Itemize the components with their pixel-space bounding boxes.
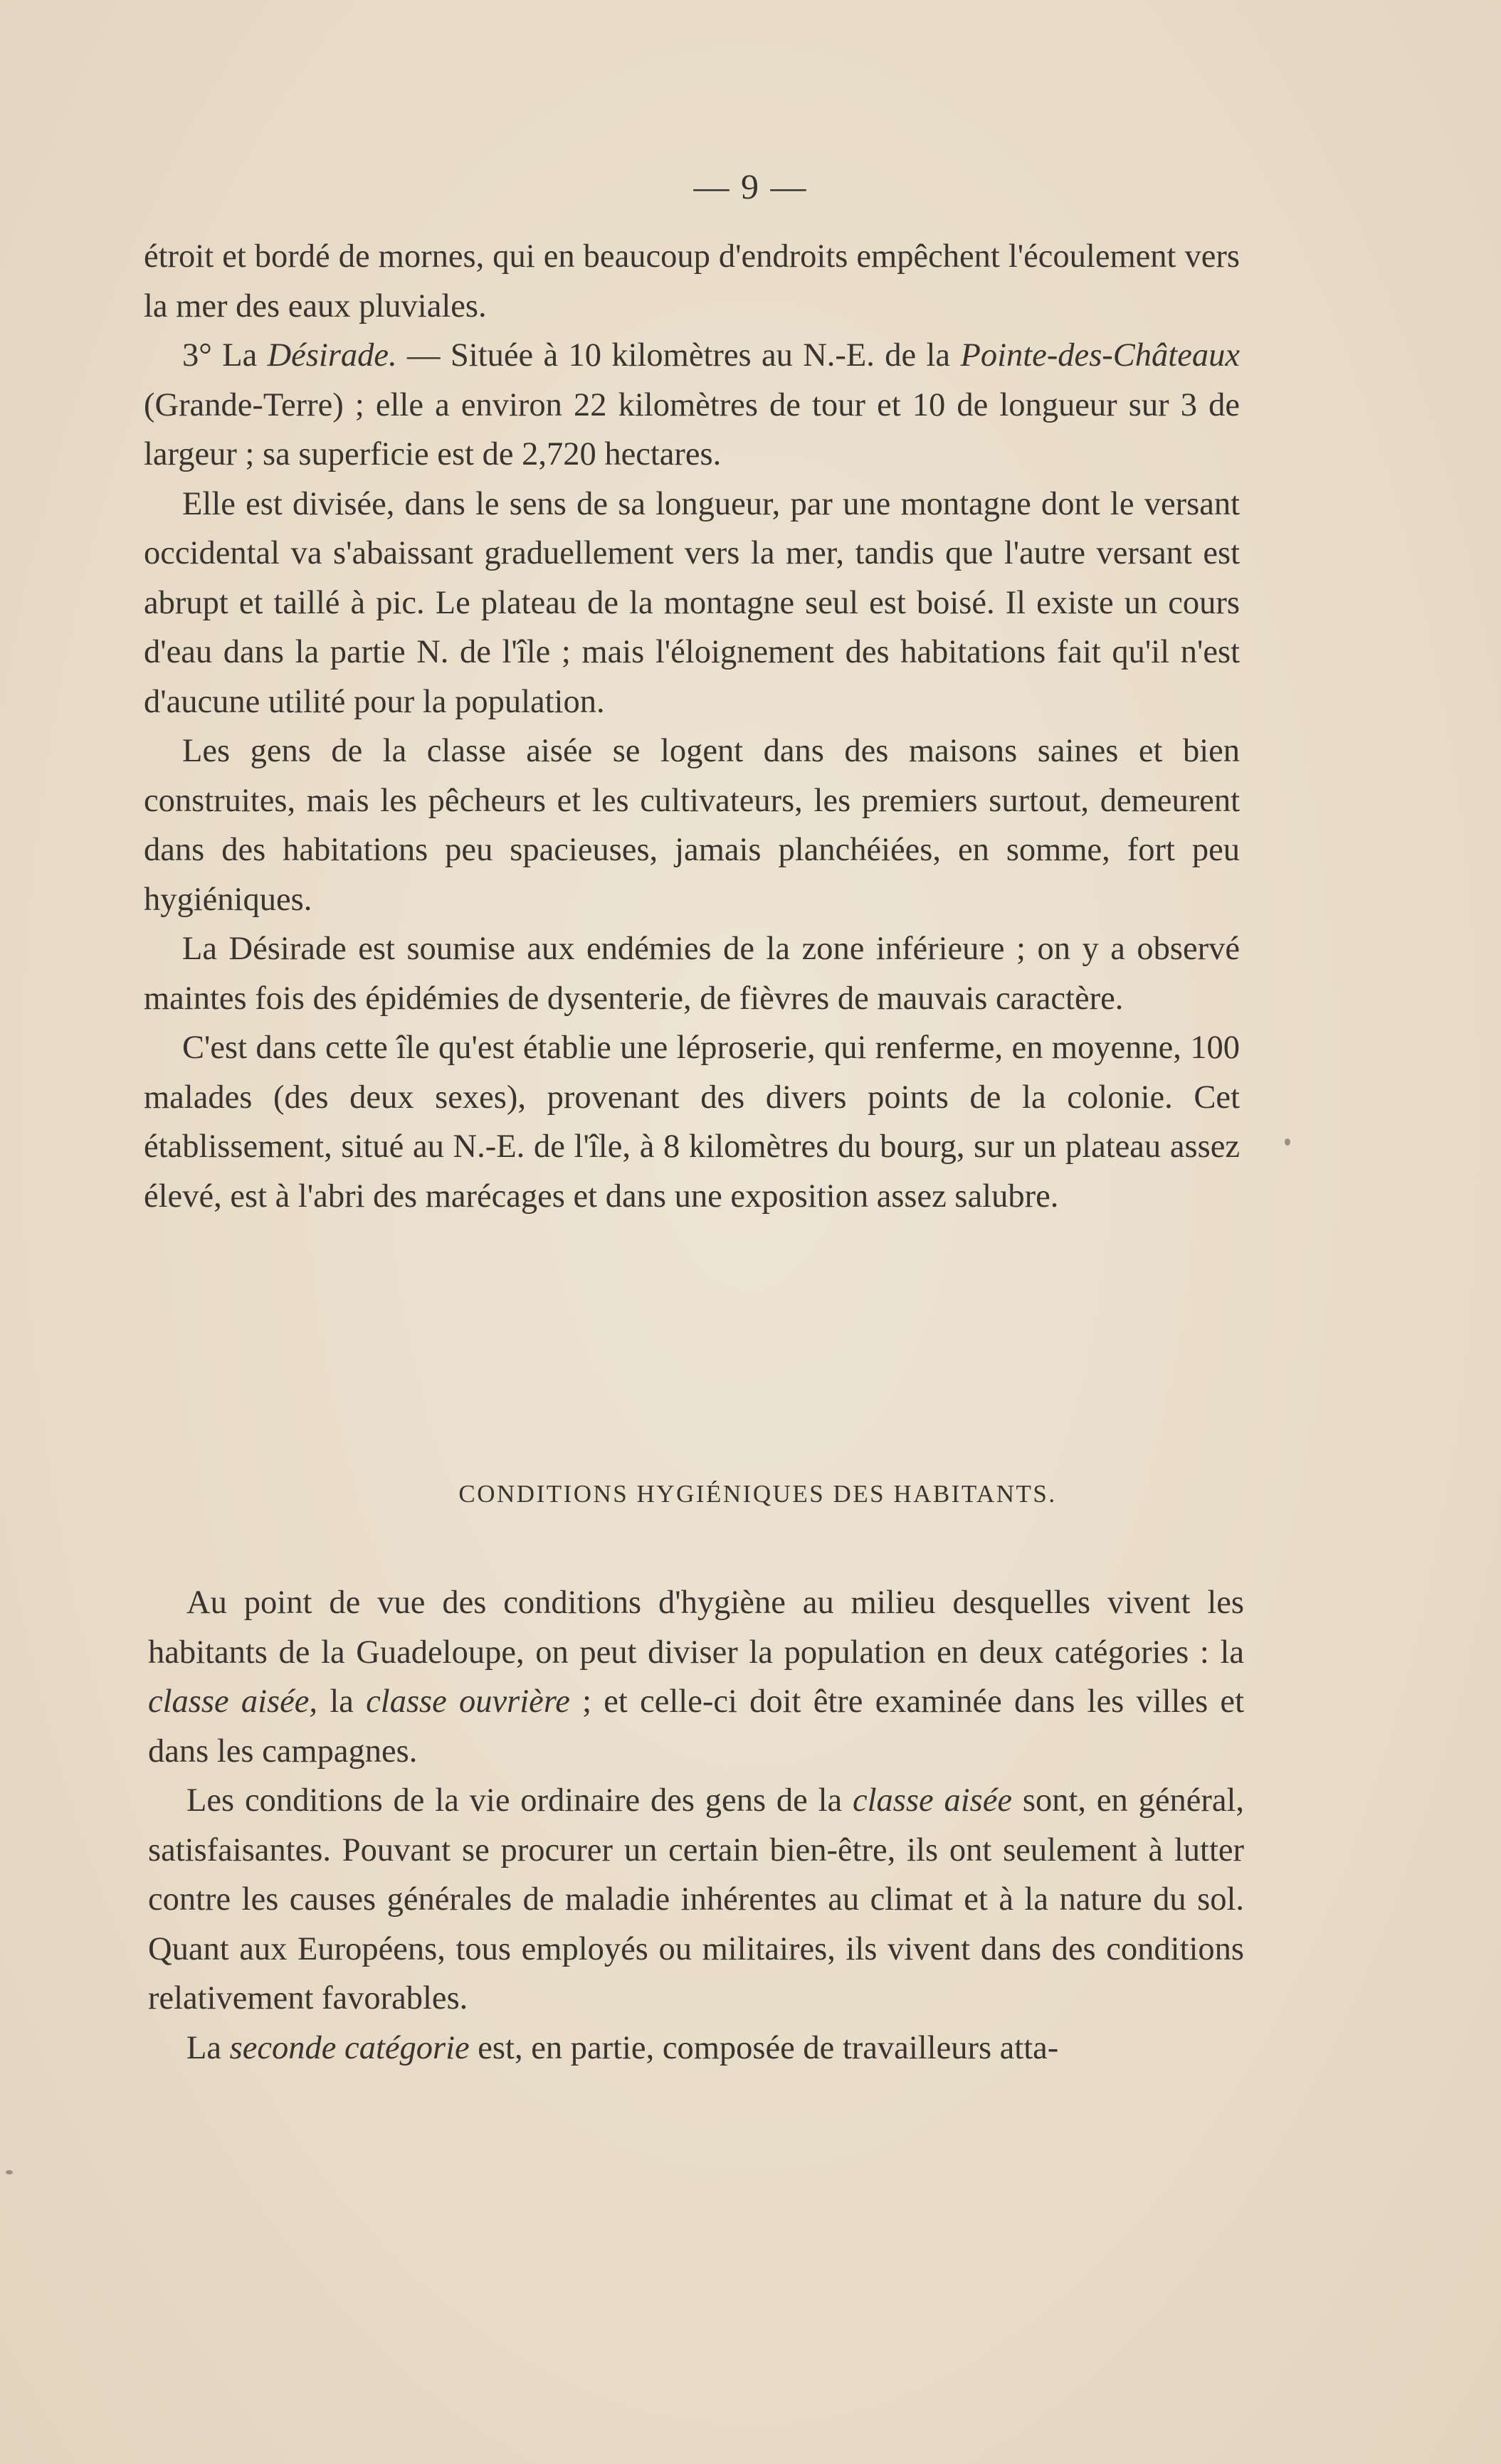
text-run: Les gens de la classe aisée se logent dans des maisons saines et bien construites, mais les pêcheurs et les cultivateurs, les premiers surtout, demeurent dans des habitations peu spacieuses, jamais planchéiées, en somme, fort peu hygiéniques. [144, 733, 1240, 918]
text-run: (Grande-Terre) ; elle a environ 22 kilomètres de tour et 10 de longueur sur 3 de largeur ; sa superficie est de 2,720 hectares. [144, 386, 1240, 472]
text-run: 3° La [182, 337, 268, 374]
italic-text: classe ouvrière [366, 1683, 570, 1720]
paragraph [144, 232, 1240, 331]
text-run: sont, en général, satisfaisantes. Pouvant se procurer un certain bien-être, ils ont seulement à lutter contre les causes générales de maladie inhérentes au climat et à la nature du sol. Quant aux Européens, tous employés ou militaires, ils vivent dans des conditions relativement favorables. [148, 1782, 1245, 2016]
paragraph [148, 1578, 1244, 1776]
text-run: C'est dans cette île qu'est établie une léproserie, qui renferme, en moyenne, 100 malades (des deux sexes), provenant des divers points de la colonie. Cet établissement, situé au N.-E. de l'île, à 8 kilomètres du bourg, sur un plateau assez élevé, est à l'abri des marécages et dans une exposition assez salubre. [144, 1030, 1240, 1215]
paragraph [144, 924, 1240, 1023]
text-run: La Désirade est soumise aux endémies de la zone inférieure ; on y a observé maintes fois des épidémies de dysenterie, de fièvres de mauvais caractère. [144, 931, 1240, 1017]
paper-speck [1285, 1138, 1290, 1146]
text-block-bottom [148, 1578, 1244, 2073]
text-run: La [186, 2029, 230, 2066]
text-run: étroit et bordé de mornes, qui en beaucoup d'endroits empêchent l'écoulement vers la mer des eaux pluviales. [144, 238, 1240, 324]
section-title: CONDITIONS HYGIÉNIQUES DES HABITANTS. [458, 1480, 1057, 1508]
paragraph [144, 480, 1240, 727]
text-run: ; et celle-ci doit être examinée dans les villes et dans les campagnes. [148, 1683, 1244, 1770]
italic-text: Désirade. [267, 337, 397, 374]
italic-text: classe aisée, [148, 1683, 318, 1720]
text-run: Au point de vue des conditions d'hygiène au milieu desquelles vivent les habitants de la Guadeloupe, on peut diviser la population en deux catégories : la [148, 1585, 1244, 1671]
paragraph [148, 1776, 1244, 2024]
italic-text: seconde catégorie [229, 2029, 470, 2066]
paragraph [144, 331, 1240, 480]
text-run: Elle est divisée, dans le sens de sa longueur, par une montagne dont le versant occidental va s'abaissant graduellement vers la mer, tandis que l'autre versant est abrupt et taillé à pic. Le plateau de la montagne seul est boisé. Il existe un cours d'eau dans la partie N. de l'île ; mais l'éloignement des habitations fait qu'il n'est d'aucune utilité pour la population. [144, 485, 1240, 720]
italic-text: classe aisée [853, 1782, 1013, 1819]
text-run: la [317, 1683, 367, 1720]
paragraph [148, 2024, 1244, 2073]
page-number: — 9 — [693, 166, 808, 206]
text-block-top [144, 232, 1240, 1221]
text-run: est, en partie, composée de travailleurs atta- [469, 2029, 1059, 2066]
paragraph [144, 1023, 1240, 1221]
paragraph [144, 726, 1240, 924]
text-run: — Située à 10 kilomètres au N.-E. de la [396, 337, 961, 374]
italic-text: Pointe-des-Châteaux [960, 337, 1240, 374]
text-run: Les conditions de la vie ordinaire des gens de la [186, 1782, 853, 1819]
paper-speck [6, 2170, 13, 2174]
